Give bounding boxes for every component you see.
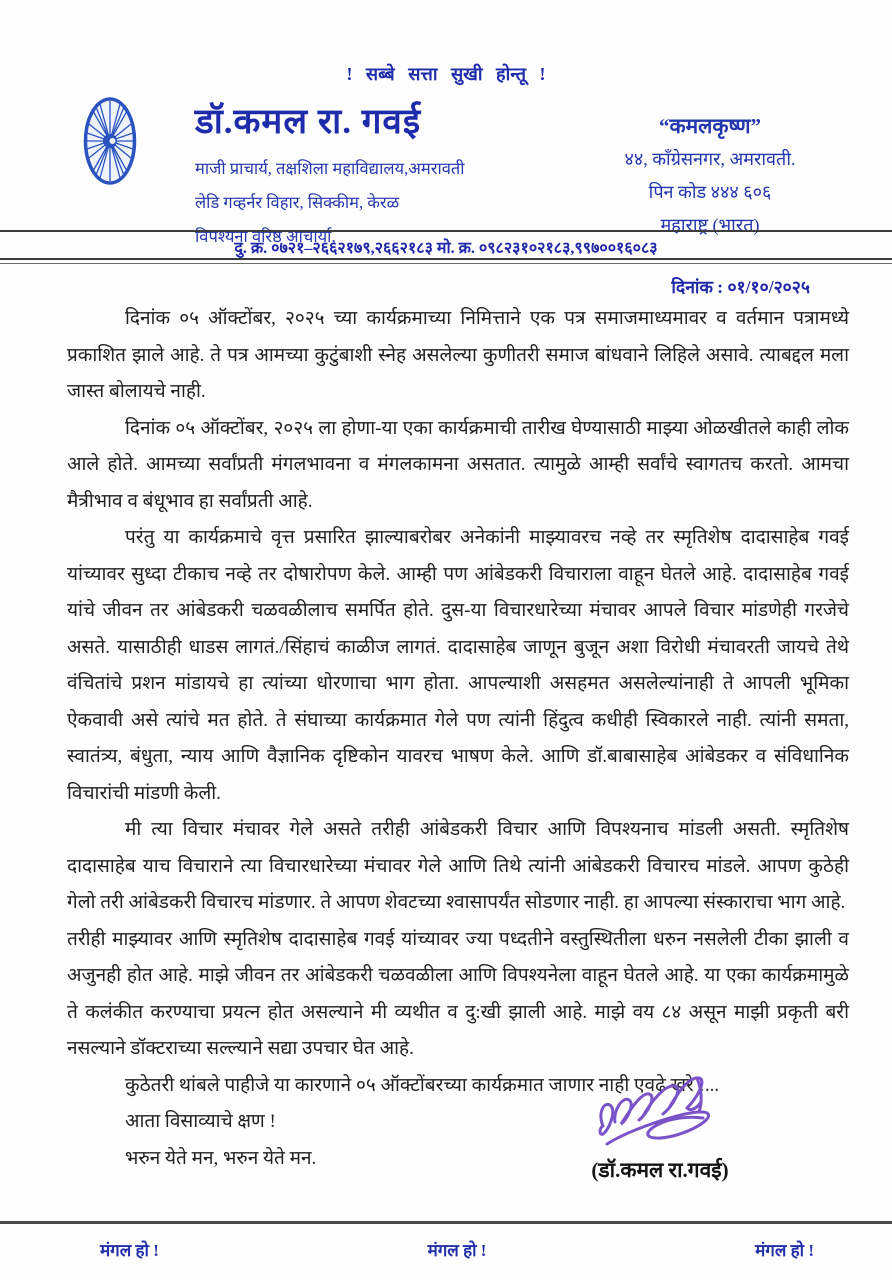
header-divider-top bbox=[0, 230, 892, 232]
paragraph: दिनांक ०५ ऑक्टोंबर, २०२५ ला होणा-या एका कार्यक्रमाची तारीख घेण्यासाठी माझ्या ओळखीतले काही लोक आले होते. आमच्या सर्वांप्रती मंगलभावना व मंगलकामना असतात. त्यामुळे आम्ही सर्वांचे स्वागतच करतो. आमचा मैत्रीभाव व बंधूभाव हा सर्वांप्रती आहे. bbox=[67, 417, 849, 512]
dharma-chakra-wheel-icon bbox=[83, 96, 137, 186]
phone-line: दु. क्र. ०७२१–२६६२१७९,२६६२१८३ मो. क्र. ०९८२३१०२१८३,९९७००१६०८३ bbox=[234, 240, 658, 257]
sender-title-line: लेडि गव्हर्नर विहार, सिक्कीम, केरळ bbox=[195, 193, 400, 212]
house-name: “कमलकृष्ण” bbox=[659, 114, 761, 138]
sender-title-line: माजी प्राचार्य, तक्षशिला महाविद्यालय,अमरावती bbox=[195, 159, 465, 178]
sender-title-line: विपश्यना वरिष्ठ आचार्या, bbox=[195, 227, 336, 246]
slogan-text: ! सब्बे सत्ता सुखी होन्तू ! bbox=[346, 64, 546, 84]
letter-body bbox=[67, 301, 849, 1177]
blessing-text: मंगल हो ! bbox=[755, 1241, 814, 1260]
paragraph: परंतु या कार्यक्रमाचे वृत्त प्रसारित झाल्याबरोबर अनेकांनी माझ्यावरच नव्हे तर स्मृतिशेष दादासाहेब गवई यांच्यावर सुध्दा टीकाच नव्हे तर दोषारोपण केले. आम्ही पण आंबेडकरी विचाराला वाहून घेतले आहे. दादासाहेब गवई यांचे जीवन तर आंबेडकरी चळवळीलाच समर्पित होते. दुस-या विचारधारेच्या मंचावर आपले विचार मांडणेही गरजेचे असते. यासाठीही धाडस लागतं./सिंहाचं काळीज लागतं. दादासाहेब जाणून बुजून अशा विरोधी मंचावरती जायचे तेथे वंचितांचे प्रशन मांडायचे हा त्यांच्या धोरणाचा भाग होता. आपल्याशी असहमत असलेल्यांनाही ते आपली भूमिका ऐकवावी असे त्यांचे मत होते. ते संघाच्या कार्यक्रमात गेले पण त्यांनी हिंदुत्व कधीही स्विकारले नाही. त्यांनी समता, स्वातंत्र्य, बंधुता, न्याय आणि वैज्ञानिक दृष्टिकोन यावरच भाषण केले. आणि डॉ.बाबासाहेब आंबेडकर व संविधानिक विचारांची मांडणी केली. bbox=[67, 527, 849, 804]
paragraph: दिनांक ०५ ऑक्टोंबर, २०२५ च्या कार्यक्रमाच्या निमित्ताने एक पत्र समाजमाध्यमावर व वर्तमान पत्रामध्ये प्रकाशित झाले आहे. ते पत्र आमच्या कुटुंबाशी स्नेह असलेल्या कुणीतरी समाज बांधवाने लिहिले असावे. त्याबद्दल मला जास्त बोलायचे नाही. bbox=[67, 308, 849, 402]
address-line: पिन कोड ४४४ ६०६ bbox=[648, 182, 772, 202]
address-line: महाराष्ट्र (भारत) bbox=[660, 215, 760, 235]
paragraph: तरीही माझ्यावर आणि स्मृतिशेष दादासाहेब गवई यांच्यावर ज्या पध्दतीने वस्तुस्थितीला धरुन नसलेली टीका झाली व अजुनही होत आहे. माझे जीवन तर आंबेडकरी चळवळीला आणि विपश्यनेला वाहून घेतले आहे. या एका कार्यक्रमामुळे ते कलंकीत करण्याचा प्रयत्न होत असल्याने मी व्यथीत व दु:खी झाली आहे. माझे वय ८४ असून माझी प्रकृती बरी नसल्याने डॉक्टराच्या सल्ल्याने सद्या उपचार घेत आहे. bbox=[67, 928, 849, 1059]
footer-blessings bbox=[0, 1238, 892, 1261]
blessing-text: मंगल हो ! bbox=[100, 1241, 159, 1260]
header-divider-bottom-thin bbox=[0, 263, 892, 264]
header-divider-bottom bbox=[0, 258, 892, 260]
blessing-text: मंगल हो ! bbox=[427, 1241, 487, 1260]
sender-name: डॉ.कमल रा. गवई bbox=[195, 102, 422, 141]
address-line: ४४, कॉंग्रेसनगर, अमरावती. bbox=[624, 149, 796, 169]
footer-divider bbox=[0, 1221, 892, 1224]
paragraph: भरुन येते मन, भरुन येते मन. bbox=[125, 1147, 317, 1169]
paragraph: मी त्या विचार मंचावर गेले असते तरीही आंबेडकरी विचार आणि विपश्यनाच मांडली असती. स्मृतिशेष दादासाहेब याच विचाराने त्या विचारधारेच्या मंचावर गेले आणि तिथे त्यांनी आंबेडकरी विचारच मांडले. आपण कुठेही गेलो तरी आंबेडकरी विचारच मांडणार. ते आपण शेवटच्या श्वासापर्यंत सोडणार नाही. हा आपल्या संस्काराचा भाग आहे. bbox=[67, 819, 849, 913]
paragraph: आता विसाव्याचे क्षण ! bbox=[125, 1111, 276, 1132]
paragraph: कुठेतरी थांबले पाहीजे या कारणाने ०५ ऑक्टोंबरच्या कार्यक्रमात जाणार नाही एवढे खरे !... bbox=[125, 1074, 720, 1096]
date-line: दिनांक : ०१/१०/२०२५ bbox=[671, 277, 810, 297]
handwritten-signature bbox=[585, 1068, 745, 1160]
printed-signatory-name: (डॉ.कमल रा.गवई) bbox=[591, 1158, 729, 1182]
